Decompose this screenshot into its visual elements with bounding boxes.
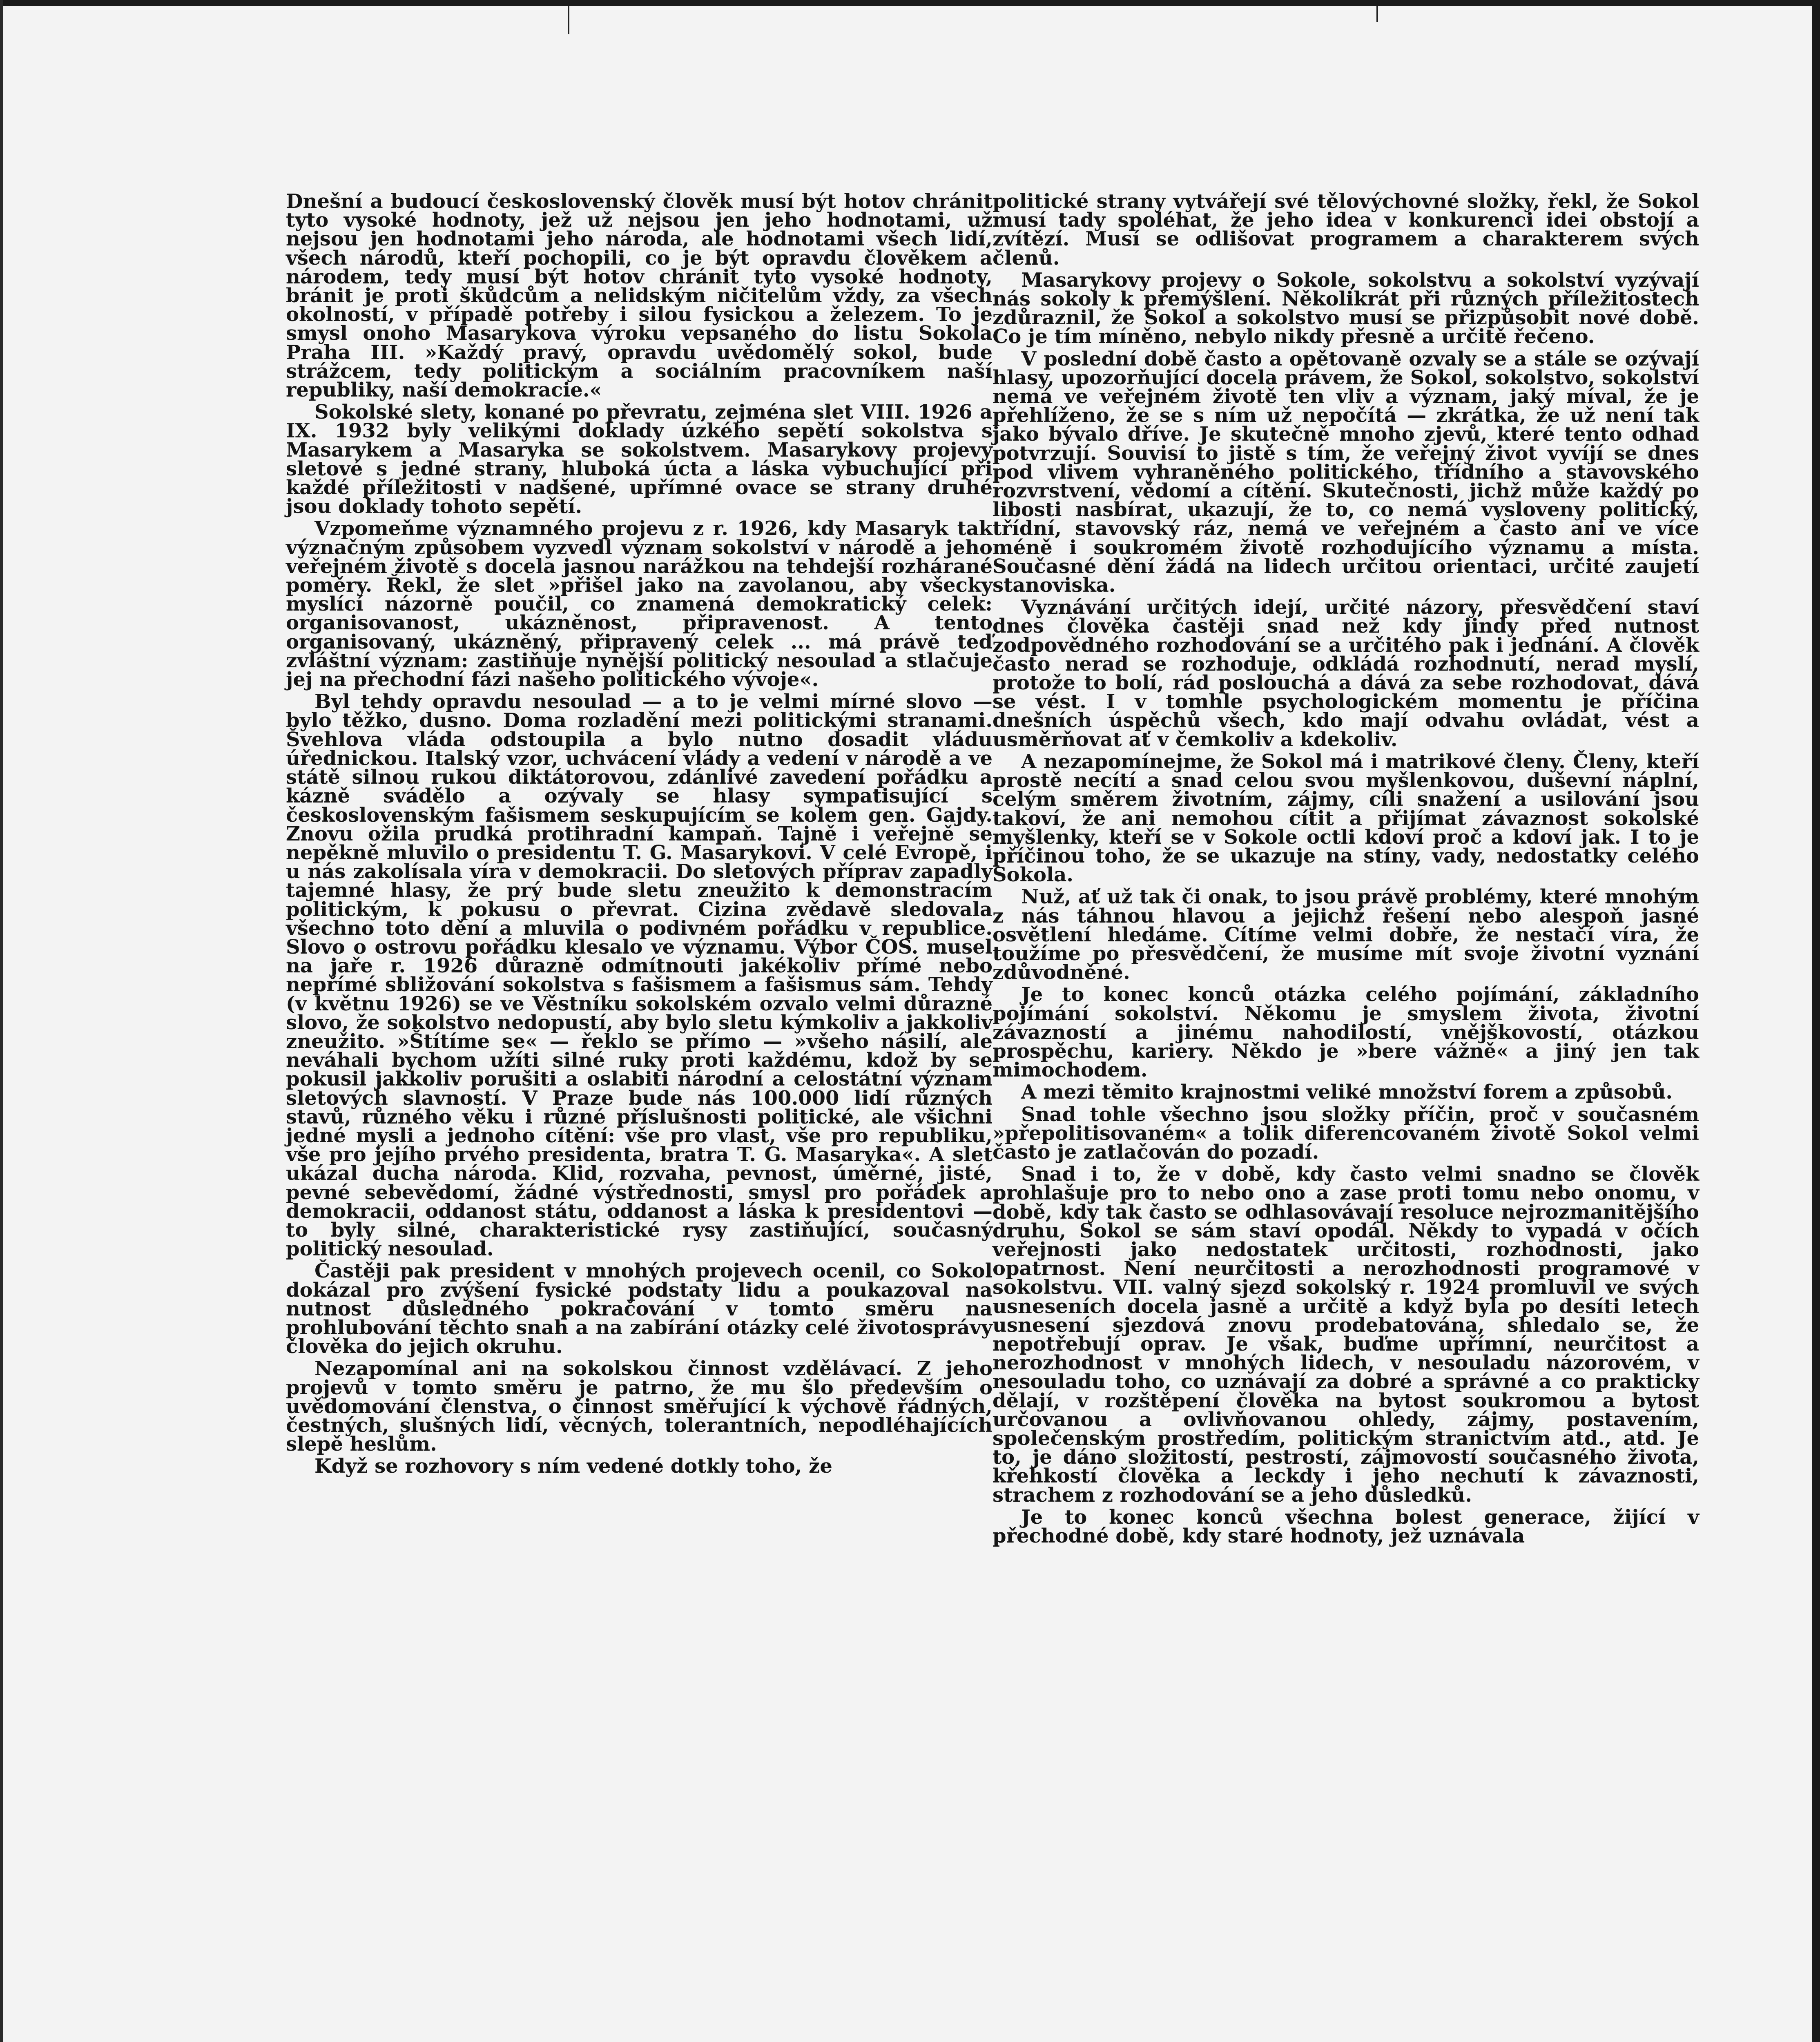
paragraph: Snad i to, že v době, kdy často velmi snadno se člověk prohlašuje pro to nebo ono a zase proti tomu nebo onomu, v době, kdy tak často se odhlasovávají resoluce nejrozmanitějšího druhu, Sokol se sám staví opodál. Někdy to vypadá v očích veřejnosti jako nedostatek určitosti, rozhodnosti, jako opatrnost. Není neurčitosti a nerozhodnosti programové v sokolstvu. VII. valný sjezd sokolský r. 1924 promluvil ve svých usneseních docela jasně a určitě a když byla po desíti letech usnesení sjezdová znovu prodebatována, shledalo se, že nepotřebují oprav. Je však, buďme upřímní, neurčitost a nerozhodnost v mnohých lidech, v nesouladu názorovém, v nesouladu toho, co uznávají za dobré a správné a co prakticky dělají, v rozštěpení člověka na bytost soukromou a bytost určovanou a ovlivňovanou ohledy, zájmy, postavením, společenským prostředím, politickým stranictvím atd., atd. Je to, je dáno složitostí, pestrostí, zájmovostí současného života, křehkostí člověka a leckdy i jeho nechutí k závaznosti, strachem z rozhodování se a jeho důsledků. [993,1163,1699,1507]
paragraph: Sokolské slety, konané po převratu, zejména slet VIII. 1926 a IX. 1932 byly velikými doklady úzkého sepětí sokolstva s Masarykem a Masaryka se sokolstvem. Masarykovy projevy sletové s jedné strany, hluboká úcta a láska vybuchující při každé příležitosti v nadšené, upřímné ovace se strany druhé jsou doklady tohoto sepětí. [286,401,993,518]
paragraph: Častěji pak president v mnohých projevech ocenil, co Sokol dokázal pro zvýšení fysické podstaty lidu a poukazoval na nutnost důsledného pokračování v tomto směru na prohlubování těchto snah a na zabírání otázky celé životosprávy člověka do jejich okruhu. [286,1260,993,1358]
paragraph: Je to konec konců otázka celého pojímání, základního pojímání sokolství. Někomu je smyslem života, životní závazností a jinému nahodilostí, vnějškovostí, otázkou prospěchu, kariery. Někdo je »bere vážně« a jiný jen tak mimochodem. [993,983,1699,1082]
paragraph: Když se rozhovory s ním vedené dotkly toho, že [314,1455,832,1478]
paragraph: V poslední době často a opětovaně ozvaly se a stále se ozývají hlasy, upozorňující docela právem, že Sokol, sokolstvo, sokolství nemá ve veřejném životě ten vliv a význam, jaký míval, že je přehlíženo, že se s ním už nepočítá — zkrátka, že už není tak jako bývalo dříve. Je skutečně mnoho zjevů, které tento odhad potvrzují. Souvisí to jistě s tím, že veřejný život vyvíjí se dnes pod vlivem vyhraněného politického, třídního a stavovského rozvrstvení, vědomí a cítění. Skutečnosti, jichž může každý po libosti nasbírat, ukazují, že to, co nemá vysloveny politický, třídní, stavovský ráz, nemá ve veřejném a často ani ve více méně i soukromém životě rozhodujícího významu a místa. Současné dění žádá na lidech určitou orientaci, určité zaujetí stanoviska. [993,347,1699,597]
paragraph: Nuž, ať už tak či onak, to jsou právě problémy, které mnohým z nás táhnou hlavou a jejichž řešení nebo alespoň jasné osvětlení hledáme. Cítíme velmi dobře, že nestačí víra, že toužíme po přesvědčení, že musíme mít svoje životní vyznání zdůvodněné. [993,885,1699,984]
paragraph: Masarykovy projevy o Sokole, sokolstvu a sokolství vyzývají nás sokoly k přemýšlení. Několikrát při různých příležitostech zdůraznil, že Sokol a sokolstvo musí se přizpůsobit nové době. Co je tím míněno, nebylo nikdy přesně a určitě řečeno. [993,268,1699,348]
text-column-left [286,192,993,1479]
text-column-right [993,192,1699,1549]
paragraph: Vyznávání určitých idejí, určité názory, přesvědčení staví dnes člověka častěji snad než kdy jindy před nutnost zodpovědného rozhodování se a určitého pak i jednání. A člověk často nerad se rozhoduje, odkládá rozhodnutí, nerad myslí, protože to bolí, rád poslouchá a dává za sebe rozhodovat, dává se vést. I v tomhle psychologickém momentu je příčina dnešních úspěchů všech, kdo mají odvahu ovládat, vést a usměrňovat ať v čemkoliv a kdekoliv. [993,596,1699,751]
paragraph: Nezapomínal ani na sokolskou činnost vzdělávací. Z jeho projevů v tomto směru je patrno, že mu šlo především o uvědomování členstva, o činnost směřující k výchově řádných, čestných, slušných lidí, věcných, tolerantních, nepodléhajících slepě heslům. [286,1357,993,1456]
scan-border-left [0,0,3,2042]
paragraph: Dnešní a budoucí československý člověk musí být hotov chránit tyto vysoké hodnoty, jež už nejsou jen jeho hodnotami, už nejsou jen hodnotami jeho národa, ale hodnotami všech lidí, všech národů, kteří pochopili, co je být opravdu člověkem a národem, tedy musí být hotov chránit tyto vysoké hodnoty, bránit je proti škůdcům a nelidským ničitelům vždy, za všech okolností, v případě potřeby i silou fysickou a železem. To je smysl onoho Masarykova výroku vepsaného do listu Sokola Praha III. »Každý pravý, opravdu uvědomělý sokol, bude strážcem, tedy politickým a sociálním pracovníkem naší republiky, naší demokracie.« [286,190,993,402]
scan-border-top [0,0,1820,6]
paragraph: Vzpomeňme významného projevu z r. 1926, kdy Masaryk tak význačným způsobem vyzvedl význam sokolství v národě a jeho veřejném životě s docela jasnou narážkou na tehdejší rozhárané poměry. Řekl, že slet »přišel jako na zavolanou, aby všecky myslící názorně poučil, co znamená demokratický celek: organisovanost, ukázněnost, připravenost. A tento organisovaný, ukázněný, připravený celek ... má právě teď zvláštní význam: zastiňuje nynější politický nesoulad a stlačuje jej na přechodní fázi našeho politického vývoje«. [286,517,993,691]
paragraph: A mezi těmito krajnostmi veliké množství forem a způsobů. [1021,1081,1673,1104]
scan-border-right [1812,0,1820,2042]
crop-mark [568,6,569,34]
paragraph: A nezapomínejme, že Sokol má i matrikové členy. Členy, kteří prostě necítí a snad celou svou myšlenkovou, duševní náplní, celým směrem životním, zájmy, cíli snažení a usilování jsou takoví, že ani nemohou cítit a přijímat závaznost sokolské myšlenky, kteří se v Sokole octli kdoví proč a kdoví jak. I to je příčinou toho, že se ukazuje na stíny, vady, nedostatky celého Sokola. [993,750,1699,887]
paragraph: Je to konec konců všechna bolest generace, žijící v přechodné době, kdy staré hodnoty, jež uznávala [993,1505,1699,1548]
crop-mark [1376,6,1378,22]
paragraph: politické strany vytvářejí své tělovýchovné složky, řekl, že Sokol musí tady spoléhat, že jeho idea v konkurenci idei obstojí a zvítězí. Musí se odlišovat programem a charakterem svých členů. [993,190,1699,270]
paragraph: Byl tehdy opravdu nesoulad — a to je velmi mírné slovo — bylo těžko, dusno. Doma rozladění mezi politickými stranami. Švehlova vláda odstoupila a bylo nutno dosadit vládu úřednickou. Italský vzor, uchvácení vlády a vedení v národě a ve státě silnou rukou diktátorovou, zdánlivé zavedení pořádku a kázně svádělo a ozývaly se hlasy sympatisující s československým fašismem seskupujícím se kolem gen. Gajdy. Znovu ožila prudká protihradní kampaň. Tajně i veřejně se nepěkně mluvilo o presidentu T. G. Masarykovi. V celé Evropě, i u nás zakolísala víra v demokracii. Do sletových příprav zapadly tajemné hlasy, že prý bude sletu zneužito k demonstracím politickým, k pokusu o převrat. Cizina zvědavě sledovala všechno toto dění a mluvila o podivném pořádku v republice. Slovo o ostrovu pořádku klesalo ve významu. Výbor ČOS. musel na jaře r. 1926 důrazně odmítnouti jakékoliv přímé nebo nepřímé sbližování sokolstva s fašismem a fašismus sám. Tehdy (v květnu 1926) se ve Věstníku sokolském ozvalo velmi důrazné slovo, že sokolstvo nedopustí, aby bylo sletu kýmkoliv a jakkoliv zneužito. »Štítíme se« — řeklo se přímo — »všeho násilí, ale neváhali bychom užíti silné ruky proti každému, kdož by se pokusil jakkoliv porušiti a oslabiti národní a celostátní význam sletových slavností. V Praze bude nás 100.000 lidí různých stavů, různého věku i různé příslušnosti politické, ale všichni jedné mysli a jednoho cítění: vše pro vlast, vše pro republiku, vše pro jejího prvého presidenta, bratra T. G. Masaryka«. A slet ukázal ducha národa. Klid, rozvaha, pevnost, úměrné, jisté, pevné sebevědomí, žádné výstřednosti, smysl pro pořádek a demokracii, oddanost státu, oddanost a láska k presidentovi — to byly silné, charakteristické rysy zastiňující, současný politický nesoulad. [286,690,993,1261]
paragraph: Snad tohle všechno jsou složky příčin, proč v současném »přepolitisovaném« a tolik diferencovaném životě Sokol velmi často je zatlačován do pozadí. [993,1103,1699,1164]
